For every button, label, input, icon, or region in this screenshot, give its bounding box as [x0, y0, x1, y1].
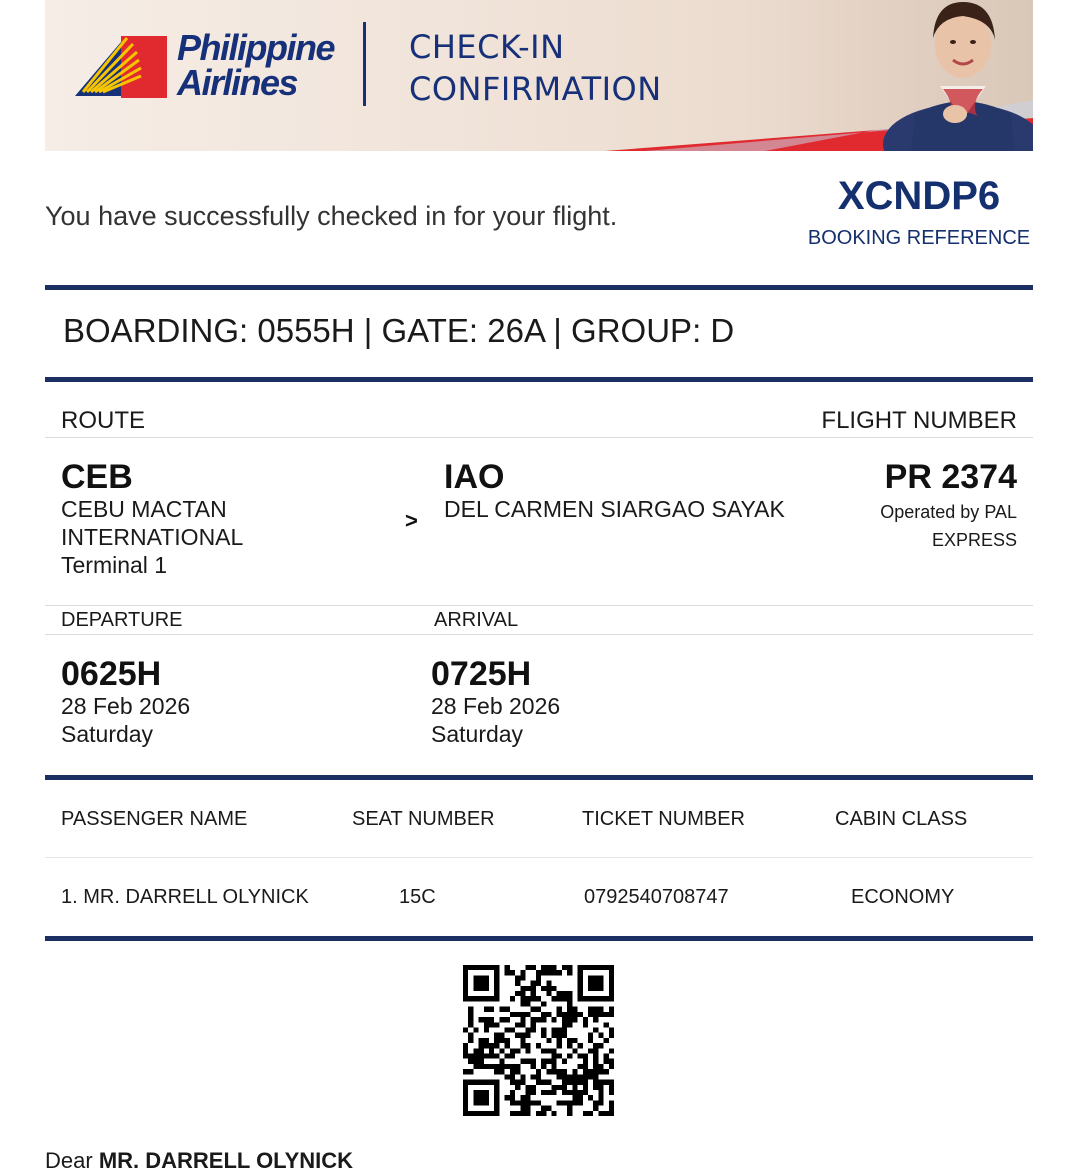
arrival-time: 0725H: [431, 655, 532, 693]
destination-airport-code: IAO: [444, 458, 505, 496]
airline-wordmark-line2: Airlines: [177, 62, 298, 103]
booking-reference-label: BOOKING REFERENCE: [807, 227, 1031, 249]
flight-number: PR 2374: [884, 458, 1017, 496]
operated-by-line2: EXPRESS: [931, 530, 1017, 550]
departure-label: DEPARTURE: [61, 609, 183, 631]
greeting: [45, 1148, 353, 1174]
greeting-name: MR. DARRELL OLYNICK: [98, 1148, 354, 1173]
section-divider: [45, 377, 1033, 382]
origin-name-line2: INTERNATIONAL: [61, 524, 244, 550]
departure-date-text: 28 Feb 2026: [61, 693, 191, 719]
origin-terminal: Terminal 1: [61, 552, 168, 578]
airline-wordmark-line1: Philippine: [177, 27, 335, 68]
operated-by-line1: Operated by PAL: [880, 502, 1017, 522]
flight-attendant-photo: [845, 0, 1033, 151]
cabin-class-header: CABIN CLASS: [835, 808, 968, 830]
origin-name-line1: CEBU MACTAN: [61, 496, 227, 522]
departure-date: [61, 692, 190, 748]
seat-number: 15C: [399, 886, 436, 908]
banner-title-line1: CHECK-IN: [409, 28, 565, 66]
arrival-day-text: Saturday: [431, 721, 524, 747]
booking-reference-code: XCNDP6: [837, 174, 1001, 218]
cabin-class: ECONOMY: [851, 886, 955, 908]
banner-divider: [363, 22, 366, 106]
origin-airport-name: [61, 495, 321, 579]
arrival-date-text: 28 Feb 2026: [431, 693, 561, 719]
origin-airport-code: CEB: [61, 458, 133, 496]
section-divider: [45, 775, 1033, 780]
airline-wordmark: [177, 27, 335, 103]
success-message: You have successfully checked in for your flight.: [45, 201, 618, 231]
ticket-number: 0792540708747: [584, 886, 729, 908]
qr-code-icon: [463, 965, 614, 1116]
ticket-number-header: TICKET NUMBER: [582, 808, 745, 830]
route-label: ROUTE: [61, 407, 145, 434]
row-divider: [45, 857, 1033, 858]
greeting-prefix: Dear: [45, 1148, 93, 1173]
departure-day-text: Saturday: [61, 721, 154, 747]
arrival-date: [431, 692, 560, 748]
passenger-name-header: PASSENGER NAME: [61, 808, 248, 830]
header-banner: [45, 0, 1033, 151]
flight-number-label: FLIGHT NUMBER: [821, 407, 1017, 434]
row-divider: [45, 605, 1033, 606]
operated-by: [847, 498, 1017, 554]
section-divider: [45, 285, 1033, 290]
boarding-info: BOARDING: 0555H | GATE: 26A | GROUP: D: [63, 312, 735, 349]
route-arrow-icon: >: [405, 508, 418, 533]
pal-logo-icon: [75, 32, 167, 98]
page-edge: [1072, 0, 1079, 1163]
banner-title-line2: CONFIRMATION: [409, 70, 662, 108]
banner-title: [409, 26, 662, 110]
seat-number-header: SEAT NUMBER: [352, 808, 495, 830]
arrival-label: ARRIVAL: [434, 609, 519, 631]
destination-airport-name: DEL CARMEN SIARGAO SAYAK: [444, 496, 785, 522]
section-divider: [45, 936, 1033, 941]
departure-time: 0625H: [61, 655, 162, 693]
row-divider: [45, 634, 1033, 635]
row-divider: [45, 437, 1033, 438]
passenger-name: 1. MR. DARRELL OLYNICK: [61, 886, 309, 908]
